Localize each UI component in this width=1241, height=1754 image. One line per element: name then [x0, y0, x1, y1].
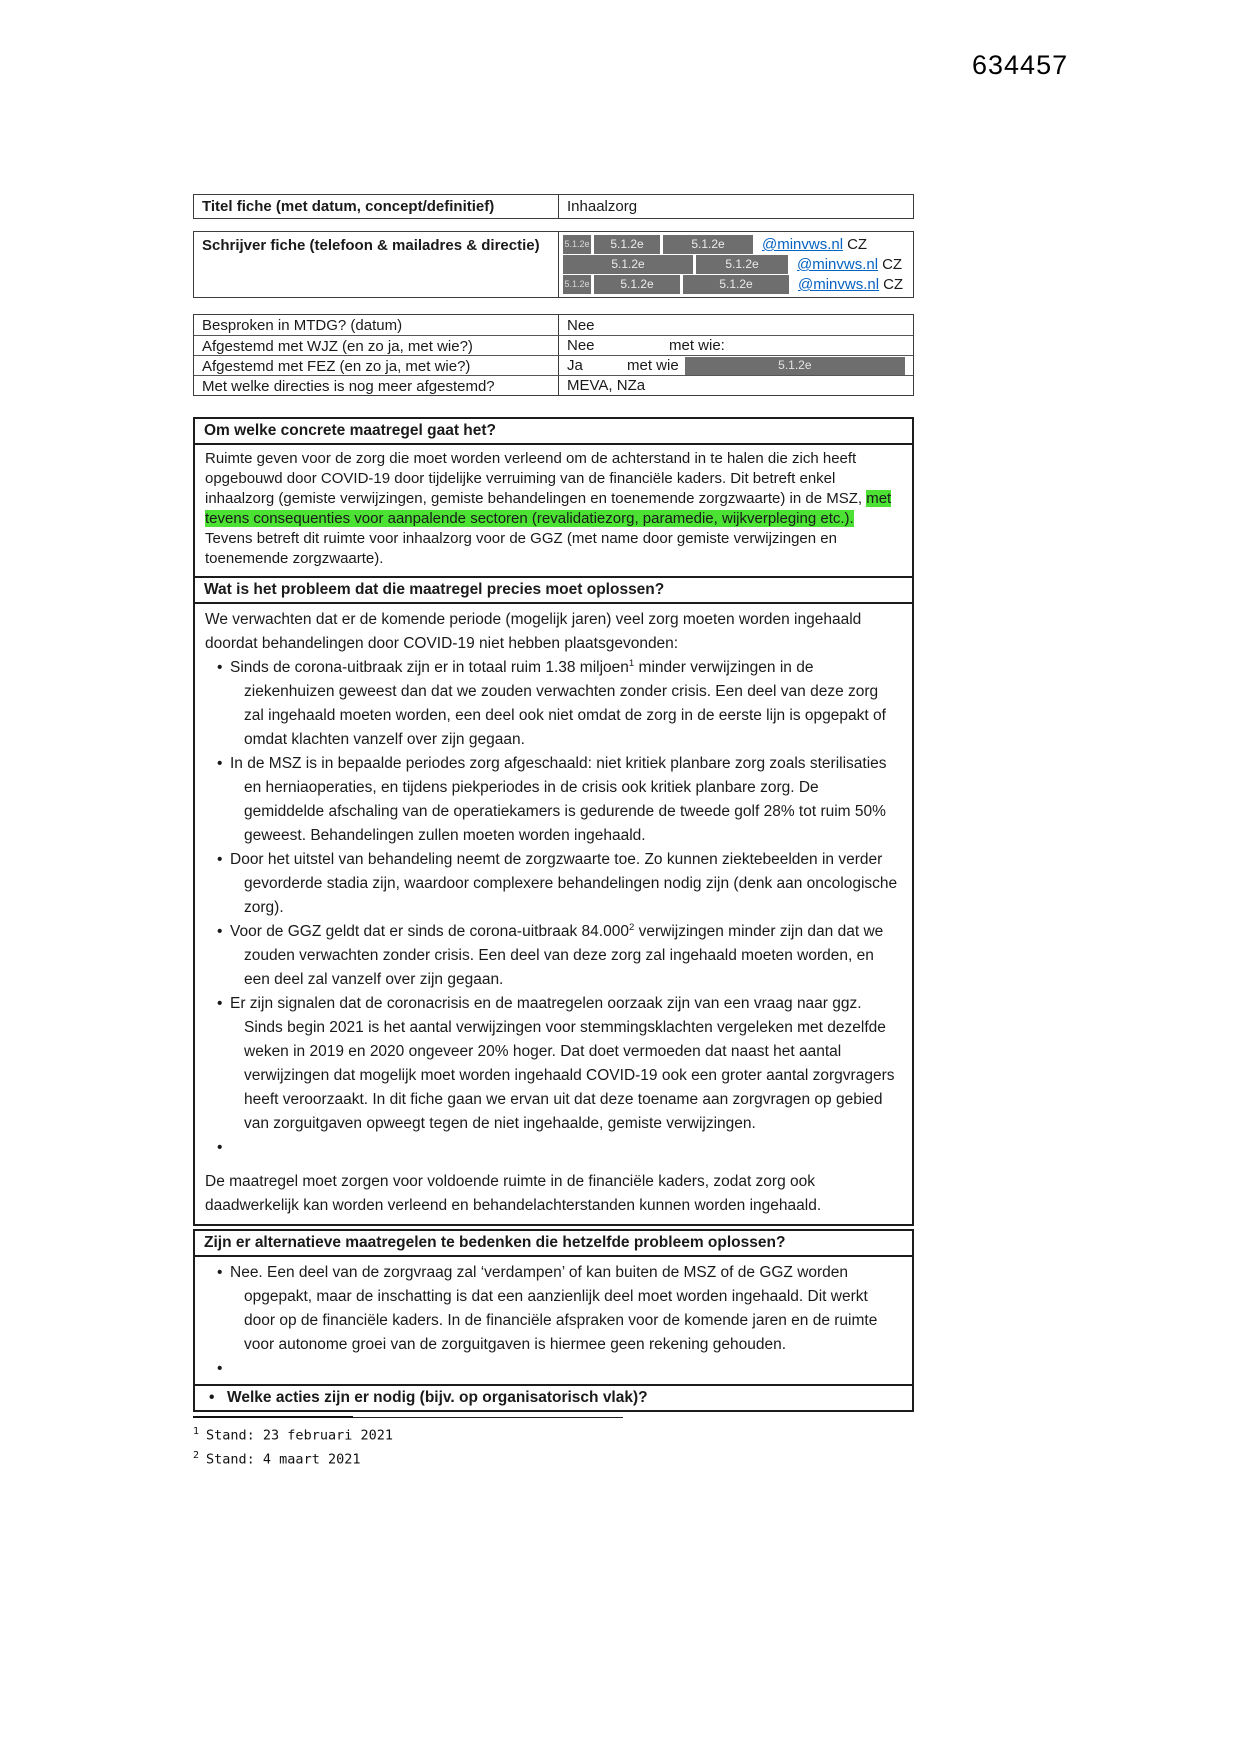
intro-text: We verwachten dat er de komende periode (mogelijk jaren) veel zorg moeten worden ingehaald doordat behandelingen door COVID-19 niet hebben plaatsgevonden:	[205, 611, 862, 652]
list-item: • Er zijn signalen dat de coronacrisis en de maatregelen oorzaak zijn van een vraag naar ggz. Sinds begin 2021 is het aantal verwijzingen voor stemmingsklachten vergeleken met dezelfde weken in 2019 en 2020 ongeveer 20% hoger. Dat doet vermoeden dat naast het aantal verwijzingen dat mogelijk moet worden ingehaald COVID-19 ook een groter aantal zorgvragers heeft veroorzaakt. In dit fiche gaan we ervan uit dat deze toename aan zorgvragen op gebied van zorguitgaven opweegt tegen de niet ingehaalde, gemiste verwijzingen.	[205, 992, 902, 1136]
redaction-block: 5.1.2e	[594, 275, 680, 294]
list-item: • Door het uitstel van behandeling neemt de zorgzwaarte toe. Zo kunnen ziektebeelden in verder gevorderde stadia zijn, waardoor complexere behandelingen nodig zijn (denk aan oncologische zorg).	[205, 848, 902, 920]
body-text: Ruimte geven voor de zorg die moet worden verleend om de achterstand in te halen die zich heeft opgebouwd door COVID-19 door tijdelijke verruiming van de financiële kaders. Dit betreft enkel inhaalzorg (gemiste verwijzingen, gemiste behandelingen en toenemende zorgzwaarte) in de MSZ,	[205, 450, 867, 507]
author-line	[563, 255, 909, 274]
closing-text: De maatregel moet zorgen voor voldoende ruimte in de financiële kaders, zodat zorg ook daadwerkelijk kan worden verleend en behandelachterstanden kunnen worden ingehaald.	[205, 1173, 822, 1214]
table-row	[194, 375, 913, 395]
table-row	[194, 232, 913, 297]
body-text: Tevens betreft dit ruimte voor inhaalzorg voor de GGZ (met name door gemiste verwijzingen en toenemende zorgzwaarte).	[205, 530, 837, 567]
bullet-text: verwijzingen minder zijn dan dat we zouden verwachten zonder crisis. Een deel van deze zorg zal ingehaald moeten worden, en een deel zal vanzelf over zijn gegaan.	[244, 923, 884, 988]
title-fiche-label: Titel fiche (met datum, concept/definitief)	[194, 195, 559, 218]
row-answer: Nee	[567, 316, 595, 334]
bullet-text: minder verwijzingen in de ziekenhuizen geweest dan dat we zouden verwachten zonder crisis. Een deel van deze zorg zal ingehaald moeten worden, een deel ook niet omdat de zorg in de eerste lijn is opgepakt of omdat klachten vanzelf over zijn gegaan.	[244, 659, 886, 748]
email-link[interactable]: @minvws.nl	[797, 256, 879, 273]
section-maatregel	[193, 417, 914, 587]
author-line	[563, 235, 909, 254]
footnote	[193, 1426, 914, 1444]
table-row	[194, 315, 913, 335]
list-item: • Nee. Een deel van de zorgvraag zal ‘verdampen’ of kan buiten de MSZ of de GGZ worden opgepakt, maar de inschatting is dat een aanzienlijk deel moet worden ingehaald. Dit werkt door op de financiële kaders. In de financiële afspraken voor de komende jaren en de ruimte voor autonome groei van de zorguitgaven is hiermee geen rekening gehouden.	[205, 1261, 902, 1357]
footnote-separator-thick	[193, 1416, 353, 1418]
list-item: • In de MSZ is in bepaalde periodes zorg afgeschaald: niet kritiek planbare zorg zoals sterilisaties en herniaoperaties, en tijdens piekperiodes in de crisis ook kritiek planbare zorg. De gemiddelde afschaling van de operatiekamers is gedurende de tweede golf 28% tot ruim 50% geweest. Behandelingen zullen moeten worden ingehaald.	[205, 752, 902, 848]
section-header: Wat is het probleem dat die maatregel precies moet oplossen?	[195, 578, 912, 604]
empty-list-item	[205, 1357, 902, 1381]
redaction-block: 5.1.2e	[696, 255, 788, 274]
author-line	[563, 275, 909, 294]
row-extra: met wie	[627, 357, 679, 374]
redaction-block: 5.1.2e	[563, 255, 693, 274]
footnote-text: Stand: 23 februari 2021	[206, 1427, 393, 1444]
section-header: Zijn er alternatieve maatregelen te bedenken die hetzelfde probleem oplossen?	[195, 1231, 912, 1257]
redaction-block: 5.1.2e	[563, 235, 591, 254]
author-fiche-value	[559, 232, 913, 297]
table-row	[194, 195, 913, 218]
table-row	[194, 335, 913, 355]
redaction-block: 5.1.2e	[663, 235, 753, 254]
list-item	[205, 656, 902, 752]
directorate-label: CZ	[847, 236, 868, 253]
section-body	[195, 1257, 912, 1387]
author-fiche-label: Schrijver fiche (telefoon & mailadres & directie)	[194, 232, 559, 297]
title-fiche-table	[193, 194, 914, 219]
email-link[interactable]: @minvws.nl	[798, 276, 880, 293]
section-acties	[193, 1384, 914, 1412]
redaction-block: 5.1.2e	[563, 275, 591, 294]
section-body	[195, 445, 912, 585]
author-fiche-table	[193, 231, 914, 298]
row-label: Besproken in MTDG? (datum)	[194, 315, 559, 335]
title-fiche-value: Inhaalzorg	[567, 198, 638, 215]
highlighted-text: met tevens consequenties voor aanpalende sectoren (revalidatiezorg, paramedie, wijkverpleging etc.).	[205, 490, 892, 527]
section-probleem	[193, 576, 914, 1226]
document-number: 634457	[972, 50, 1069, 80]
row-label: Afgestemd met WJZ (en zo ja, met wie?)	[194, 336, 559, 355]
bullet-text: Sinds de corona-uitbraak zijn er in totaal ruim 1.38 miljoen	[230, 659, 629, 676]
bullet-text: Voor de GGZ geldt dat er sinds de corona-uitbraak 84.000	[230, 923, 629, 940]
afstemming-table	[193, 314, 914, 396]
footnote-number: 1	[193, 1426, 200, 1437]
table-row	[194, 355, 913, 375]
directorate-label: CZ	[882, 256, 903, 273]
footnote-ref: 2	[628, 921, 635, 933]
footnote-ref: 1	[628, 657, 635, 669]
footnote	[193, 1450, 914, 1468]
row-answer: Nee	[567, 337, 595, 354]
empty-list-item	[205, 1136, 902, 1160]
row-extra: met wie:	[669, 337, 725, 354]
redaction-block: 5.1.2e	[594, 235, 660, 254]
row-answer: Ja	[567, 357, 583, 374]
row-label: Met welke directies is nog meer afgestemd?	[194, 376, 559, 395]
row-label: Afgestemd met FEZ (en zo ja, met wie?)	[194, 356, 559, 375]
list-item	[205, 920, 902, 992]
section-alternatieven	[193, 1229, 914, 1389]
row-answer: MEVA, NZa	[567, 377, 646, 394]
email-link[interactable]: @minvws.nl	[762, 236, 844, 253]
footnote-separator	[193, 1417, 623, 1418]
directorate-label: CZ	[883, 276, 904, 293]
section-body	[195, 604, 912, 1224]
footnote-text: Stand: 4 maart 2021	[206, 1451, 361, 1468]
redaction-block: 5.1.2e	[683, 275, 789, 294]
section-header: • Welke acties zijn er nodig (bijv. op organisatorisch vlak)?	[195, 1386, 912, 1410]
redaction-block: 5.1.2e	[685, 357, 905, 375]
footnote-number: 2	[193, 1450, 200, 1461]
section-header: Om welke concrete maatregel gaat het?	[195, 419, 912, 445]
